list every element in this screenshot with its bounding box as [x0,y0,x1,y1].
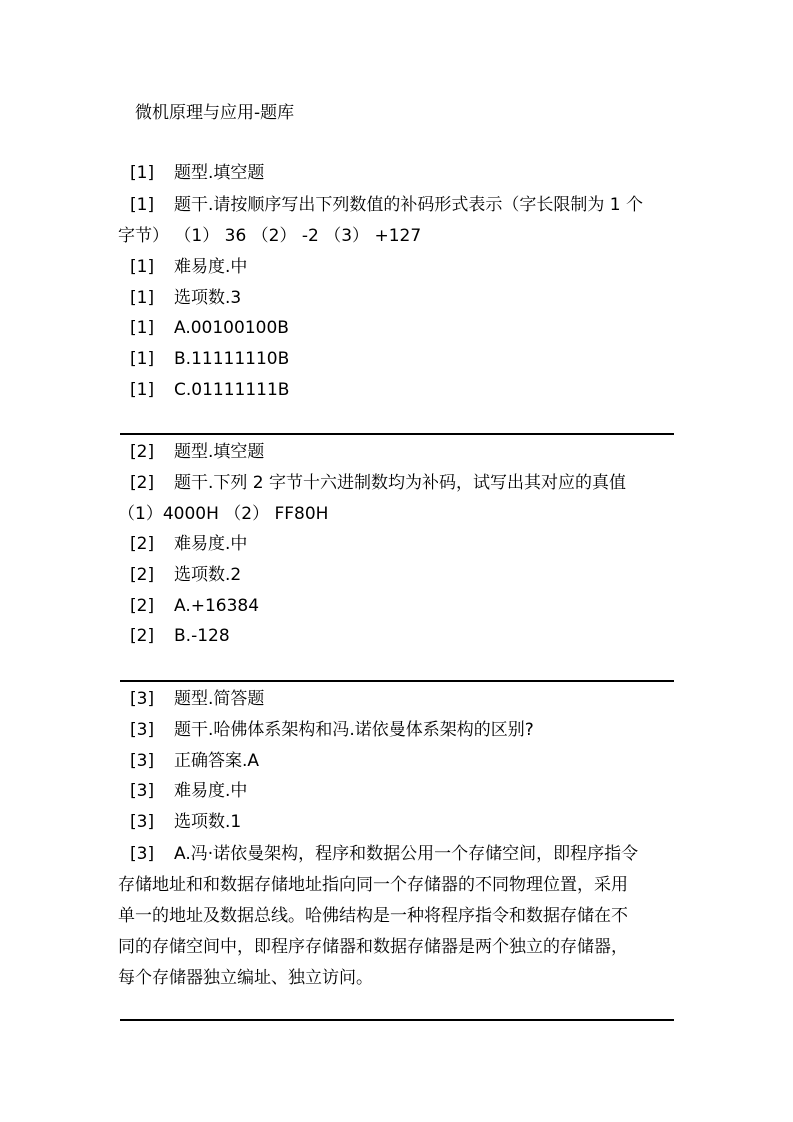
q2-stem: 题干.下列 2 字节十六进制数均为补码，试写出其对应的真值 [174,473,627,493]
q3-number: [3] [130,812,155,832]
q3-option-a-cont: 单一的地址及数据总线。哈佛结构是一种将程序指令和数据存储在不 [118,906,628,926]
q2-number: [2] [130,473,155,493]
q2-number: [2] [130,442,155,462]
q2-type: 题型.填空题 [174,442,265,462]
document-title: 微机原理与应用-题库 [135,103,295,123]
q1-stem: 题干.请按顺序写出下列数值的补码形式表示（字长限制为 1 个 [174,195,644,215]
q1-difficulty: 难易度.中 [174,257,248,277]
q3-number: [3] [130,844,155,864]
q1-option-c: C.01111111B [174,380,290,400]
q3-answer: 正确答案.A [174,751,260,771]
question-divider [120,1019,674,1021]
q3-stem: 题干.哈佛体系架构和冯.诺依曼体系架构的区别? [174,720,534,740]
q3-difficulty: 难易度.中 [174,781,248,801]
q1-number: [1] [130,288,155,308]
q2-number: [2] [130,565,155,585]
q1-stem-cont: 字节） （1） 36 （2） -2 （3） +127 [118,226,422,246]
q1-number: [1] [130,195,155,215]
question-divider [120,680,674,682]
q3-number: [3] [130,781,155,801]
question-divider [120,433,674,435]
q1-option-count: 选项数.3 [174,288,242,308]
q2-difficulty: 难易度.中 [174,534,248,554]
q1-number: [1] [130,257,155,277]
q3-option-a-cont: 每个存储器独立编址、独立访问。 [118,968,373,988]
q2-number: [2] [130,626,155,646]
q3-number: [3] [130,751,155,771]
q1-number: [1] [130,318,155,338]
q1-option-a: A.00100100B [174,318,289,338]
q2-option-a: A.+16384 [174,596,260,616]
q1-number: [1] [130,349,155,369]
q3-type: 题型.简答题 [174,689,265,709]
q2-number: [2] [130,534,155,554]
q3-option-a-cont: 同的存储空间中，即程序存储器和数据存储器是两个独立的存储器， [118,937,628,957]
q2-option-b: B.-128 [174,626,230,646]
q1-number: [1] [130,380,155,400]
q3-number: [3] [130,720,155,740]
q2-number: [2] [130,596,155,616]
q3-option-a-cont: 存储地址和和数据存储地址指向同一个存储器的不同物理位置，采用 [118,875,628,895]
q2-option-count: 选项数.2 [174,565,242,585]
q2-stem-cont: （1）4000H （2） FF80H [118,504,329,524]
q3-option-count: 选项数.1 [174,812,242,832]
q1-number: [1] [130,163,155,183]
q1-option-b: B.11111110B [174,349,290,369]
q3-option-a: A.冯·诺依曼架构，程序和数据公用一个存储空间，即程序指令 [174,844,639,864]
q3-number: [3] [130,689,155,709]
q1-type: 题型.填空题 [174,163,265,183]
